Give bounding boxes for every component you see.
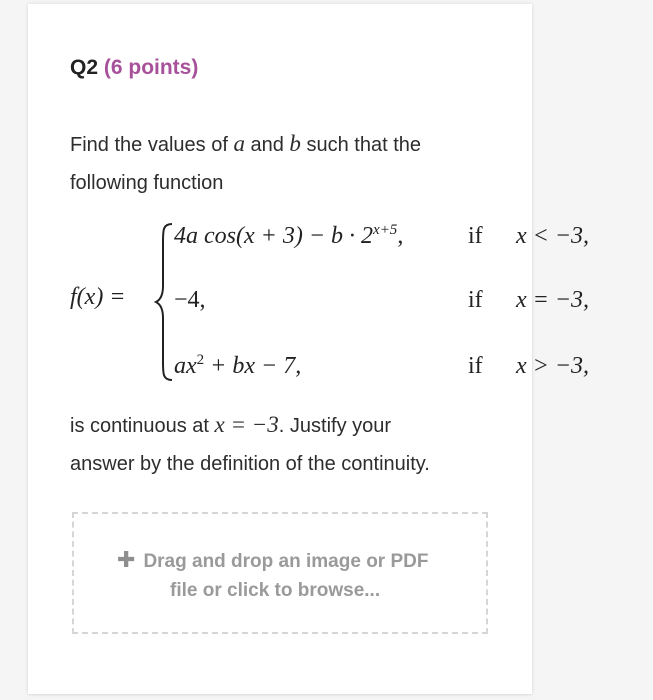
case-2-if: if: [468, 287, 483, 313]
upload-instruction-line2: file or click to browse...: [170, 580, 381, 601]
left-brace-icon: [154, 222, 176, 382]
outro-text: is continuous at: [70, 415, 215, 437]
function-label: [70, 284, 126, 311]
case-3-if: if: [468, 353, 483, 379]
case-3-expression: [174, 353, 301, 380]
outro-text-line2: answer by the definition of the continuity.: [70, 453, 430, 475]
case-1-exponent: x+5: [373, 222, 398, 238]
case-2-expression: [174, 287, 206, 314]
question-number: Q2: [70, 56, 99, 79]
case-3-expr: ax: [174, 353, 197, 379]
case-1-condition: x < −3,: [516, 223, 590, 249]
upload-instruction-line1: [117, 547, 428, 573]
function-name: f(x) =: [70, 284, 126, 310]
case-3-condition: x > −3,: [516, 353, 590, 379]
continuity-point: x = −3: [214, 412, 279, 437]
intro-text: Find the values of: [70, 134, 234, 156]
variable-b: b: [289, 131, 301, 156]
case-3-expr-end: + bx − 7,: [204, 353, 302, 379]
upload-text: Drag and drop an image or PDF: [143, 551, 429, 572]
case-3-exponent: 2: [196, 352, 205, 368]
case-2-condition: x = −3,: [516, 287, 590, 313]
case-1-expr: 4a cos(x + 3) − b · 2: [174, 223, 374, 249]
intro-text: and: [244, 134, 290, 156]
case-1-if: if: [468, 223, 483, 249]
case-1-expression: [174, 223, 403, 250]
intro-text-line2: following function: [70, 172, 224, 194]
plus-icon: ✚: [117, 547, 136, 572]
case-1-expr-end: ,: [397, 223, 404, 249]
question-outro: [70, 406, 430, 483]
intro-text: such that the: [300, 134, 421, 156]
file-upload-dropzone[interactable]: [72, 512, 488, 634]
variable-a: a: [233, 131, 245, 156]
question-points: (6 points): [103, 56, 199, 79]
case-2-expr: −4,: [174, 287, 206, 313]
outro-text: . Justify your: [278, 415, 392, 437]
question-card: [28, 4, 590, 694]
